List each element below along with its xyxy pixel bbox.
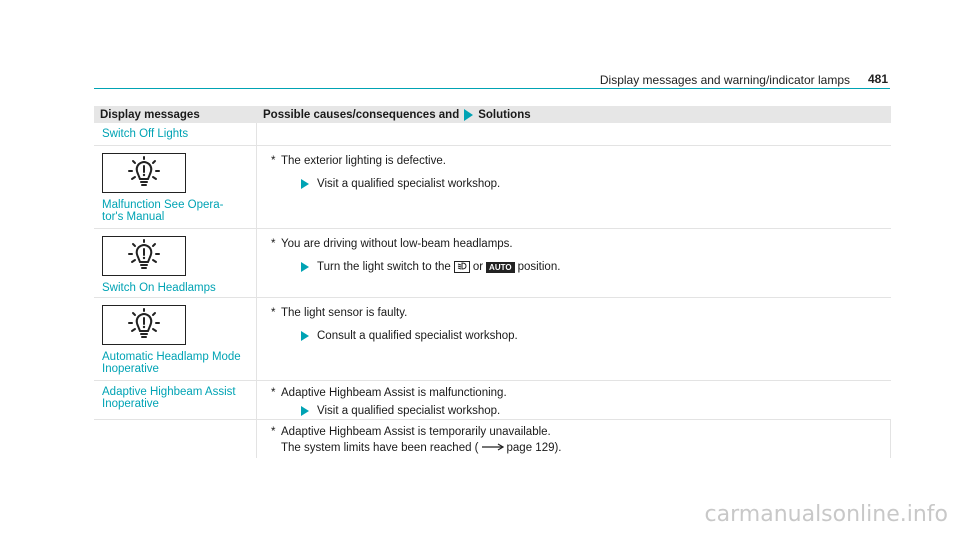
low-beam-icon <box>454 261 470 273</box>
page-reference-link[interactable]: page 129). <box>506 442 562 454</box>
table-header <box>94 106 891 123</box>
row-message-cell <box>94 123 257 145</box>
page-number: 481 <box>867 72 888 86</box>
message-line: tor's Manual <box>102 211 165 223</box>
bullet: * <box>271 387 276 399</box>
watermark: carmanualsonline.info <box>704 502 948 527</box>
row-cause-cell <box>257 229 891 297</box>
row-cause-cell <box>257 381 891 419</box>
message-line: Inoperative <box>102 398 159 410</box>
exterior-light-warning-icon <box>102 153 186 193</box>
cause-text: The light sensor is faulty. <box>281 307 408 319</box>
row-message-cell <box>94 146 257 228</box>
solution-item <box>301 177 891 191</box>
cause-item <box>271 237 891 251</box>
page-header-title: Display messages and warning/indicator lamps <box>599 73 850 87</box>
table-row <box>94 420 891 458</box>
solution-item <box>301 260 891 274</box>
cause-item <box>271 306 891 320</box>
cause-item <box>271 425 890 439</box>
row-message-cell <box>94 381 257 419</box>
col-header-causes <box>257 109 891 121</box>
solution-arrow-icon <box>301 406 309 416</box>
cause-item <box>271 154 891 168</box>
solution-arrow-icon <box>301 179 309 189</box>
col-header-messages: Display messages <box>100 108 200 121</box>
cause-text: Adaptive Highbeam Assist is temporarily unavailable. <box>281 426 551 438</box>
table-row <box>94 298 891 381</box>
solution-text: Turn the light switch to the <box>317 261 451 273</box>
detail-text: The system limits have been reached ( <box>281 442 479 454</box>
cause-item <box>271 386 891 400</box>
header-rule <box>94 88 890 89</box>
cause-detail <box>281 441 890 455</box>
message-line: Inoperative <box>102 363 159 375</box>
row-message-cell <box>94 298 257 380</box>
table-row <box>94 229 891 298</box>
message-link[interactable] <box>102 199 250 223</box>
solution-text: or <box>472 261 484 273</box>
cause-text: You are driving without low-beam headlamps. <box>281 238 513 250</box>
row-message-cell <box>94 229 257 297</box>
cause-text: The exterior lighting is defective. <box>281 155 446 167</box>
message-line: Malfunction See Opera- <box>102 199 224 211</box>
solution-arrow-icon <box>464 109 473 121</box>
table-row <box>94 123 891 146</box>
message-link[interactable]: Switch On Headlamps <box>102 282 216 294</box>
solution-item <box>301 404 891 418</box>
solution-text: Visit a qualified specialist workshop. <box>317 178 501 190</box>
table-row <box>94 381 891 420</box>
bullet: * <box>271 426 276 438</box>
light-sensor-warning-icon <box>102 305 186 345</box>
cause-text: Adaptive Highbeam Assist is malfunctioning. <box>281 387 507 399</box>
table-row <box>94 146 891 229</box>
solution-arrow-icon <box>301 331 309 341</box>
bullet: * <box>271 238 276 250</box>
auto-light-icon: AUTO <box>486 262 515 273</box>
exterior-light-warning-icon <box>102 236 186 276</box>
message-link[interactable] <box>102 386 250 410</box>
solution-text: Consult a qualified specialist workshop. <box>317 330 518 342</box>
messages-table <box>94 106 891 458</box>
page-reference-arrow-icon <box>482 441 504 455</box>
message-line: Adaptive Highbeam Assist <box>102 386 236 398</box>
message-link[interactable]: Switch Off Lights <box>102 128 189 140</box>
message-link[interactable] <box>102 351 250 375</box>
bullet: * <box>271 307 276 319</box>
col-header-causes-text: Possible causes/consequences and <box>263 108 460 121</box>
message-line: Automatic Headlamp Mode <box>102 351 241 363</box>
col-header-solutions-text: Solutions <box>478 108 531 121</box>
solution-text: Visit a qualified specialist workshop. <box>317 405 501 417</box>
row-cause-cell <box>257 123 891 145</box>
row-cause-cell <box>257 420 891 458</box>
bullet: * <box>271 155 276 167</box>
page-header <box>0 0 960 100</box>
row-message-cell <box>94 420 257 458</box>
row-cause-cell <box>257 146 891 228</box>
solution-arrow-icon <box>301 262 309 272</box>
solution-text: position. <box>517 261 561 273</box>
solution-item <box>301 329 891 343</box>
row-cause-cell <box>257 298 891 380</box>
